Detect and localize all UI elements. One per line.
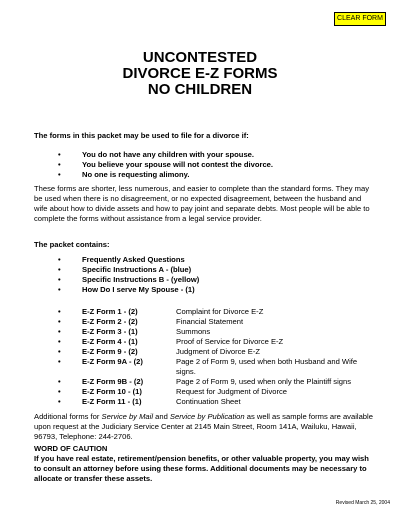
forms-list xyxy=(58,307,358,407)
additional-text: Additional forms for xyxy=(34,412,102,421)
form-row xyxy=(58,337,358,347)
form-name: E-Z Form 10 - (1) xyxy=(82,387,142,396)
form-description: Proof of Service for Divorce E-Z xyxy=(176,337,284,346)
list-item xyxy=(58,275,199,285)
packet-item-text: How Do I serve My Spouse - (1) xyxy=(82,285,195,294)
packet-item-text: Frequently Asked Questions xyxy=(82,255,185,264)
condition-text: No one is requesting alimony. xyxy=(82,170,190,179)
additional-text: and xyxy=(153,412,170,421)
intro-text: The forms in this packet may be used to file for a divorce if: xyxy=(34,131,249,140)
bullet-icon: • xyxy=(58,255,61,264)
title-line-3: NO CHILDREN xyxy=(147,81,253,98)
form-description: Summons xyxy=(176,327,211,336)
form-name: E-Z Form 9 - (2) xyxy=(82,347,138,356)
packet-item-text: Specific Instructions B - (yellow) xyxy=(82,275,200,284)
list-item xyxy=(58,285,199,295)
bullet-icon: • xyxy=(58,275,61,284)
list-item xyxy=(58,160,273,170)
page-title xyxy=(0,50,400,98)
clear-form-button[interactable]: CLEAR FORM xyxy=(334,12,386,26)
form-name: E-Z Form 3 - (1) xyxy=(82,327,138,336)
bullet-icon: • xyxy=(58,397,61,406)
form-description: Financial Statement xyxy=(176,317,244,326)
list-item xyxy=(58,265,199,275)
form-description: Complaint for Divorce E-Z xyxy=(176,307,264,316)
bullet-icon: • xyxy=(58,327,61,336)
list-item xyxy=(58,170,273,180)
form-row xyxy=(58,377,358,387)
form-name: E-Z Form 11 - (1) xyxy=(82,397,142,406)
additional-forms-paragraph xyxy=(34,412,374,442)
form-description: Page 2 of Form 9, used when both Husband and Wife signs. xyxy=(176,357,358,376)
bullet-icon: • xyxy=(58,337,61,346)
form-name: E-Z Form 9A - (2) xyxy=(82,357,143,366)
title-line-2: DIVORCE E-Z FORMS xyxy=(122,65,278,82)
description-paragraph: These forms are shorter, less numerous, and easier to complete than the standard forms. They may be used when there is no disagreement, or no expected disagreement, between the husband and wife about how to divide assets and how to pay joint and separate debts. Most people will be able to complete the forms without assistance from a legal service provider. xyxy=(34,184,370,223)
bullet-icon: • xyxy=(58,160,61,169)
form-row xyxy=(58,307,358,317)
list-item xyxy=(58,150,273,160)
bullet-icon: • xyxy=(58,170,61,179)
form-row xyxy=(58,327,358,337)
bullet-icon: • xyxy=(58,357,61,366)
bullet-icon: • xyxy=(58,387,61,396)
packet-item-text: Specific Instructions A - (blue) xyxy=(82,265,192,274)
form-description: Judgment of Divorce E-Z xyxy=(176,347,260,356)
service-by-publication-text: Service by Publication xyxy=(169,412,245,421)
service-by-mail-text: Service by Mail xyxy=(101,412,154,421)
bullet-icon: • xyxy=(58,377,61,386)
caution-heading: WORD OF CAUTION xyxy=(34,444,108,453)
additional-text: as well as sample forms are available upon request at the Judiciary Service Center at 2145 Main Street, Room 141A, Wailuku, Hawaii, 96793, Telephone: 244-2706. xyxy=(34,412,373,441)
caution-text: If you have real estate, retirement/pension benefits, or other valuable property, you may wish to consult an attorney before using these forms. Additional documents may be necessary to allocate or transfer these assets. xyxy=(34,454,369,483)
bullet-icon: • xyxy=(58,307,61,316)
form-name: E-Z Form 1 - (2) xyxy=(82,307,138,316)
form-description: Request for Judgment of Divorce xyxy=(176,387,288,396)
form-row xyxy=(58,397,358,407)
bullet-icon: • xyxy=(58,347,61,356)
revised-date: Revised March 25, 2004 xyxy=(335,500,390,506)
packet-items-list xyxy=(58,255,199,295)
form-row xyxy=(58,387,358,397)
conditions-list xyxy=(58,150,273,180)
form-name: E-Z Form 2 - (2) xyxy=(82,317,138,326)
form-row xyxy=(58,347,358,357)
form-row xyxy=(58,357,358,377)
form-description: Continuation Sheet xyxy=(176,397,241,406)
bullet-icon: • xyxy=(58,150,61,159)
title-line-1: UNCONTESTED xyxy=(142,49,258,66)
bullet-icon: • xyxy=(58,317,61,326)
list-item xyxy=(58,255,199,265)
packet-heading: The packet contains: xyxy=(34,240,110,249)
form-name: E-Z Form 4 - (1) xyxy=(82,337,138,346)
form-name: E-Z Form 9B - (2) xyxy=(82,377,144,386)
form-description: Page 2 of Form 9, used when only the Plaintiff signs xyxy=(176,377,352,386)
bullet-icon: • xyxy=(58,285,61,294)
form-row xyxy=(58,317,358,327)
condition-text: You do not have any children with your spouse. xyxy=(82,150,255,159)
bullet-icon: • xyxy=(58,265,61,274)
condition-text: You believe your spouse will not contest the divorce. xyxy=(82,160,274,169)
